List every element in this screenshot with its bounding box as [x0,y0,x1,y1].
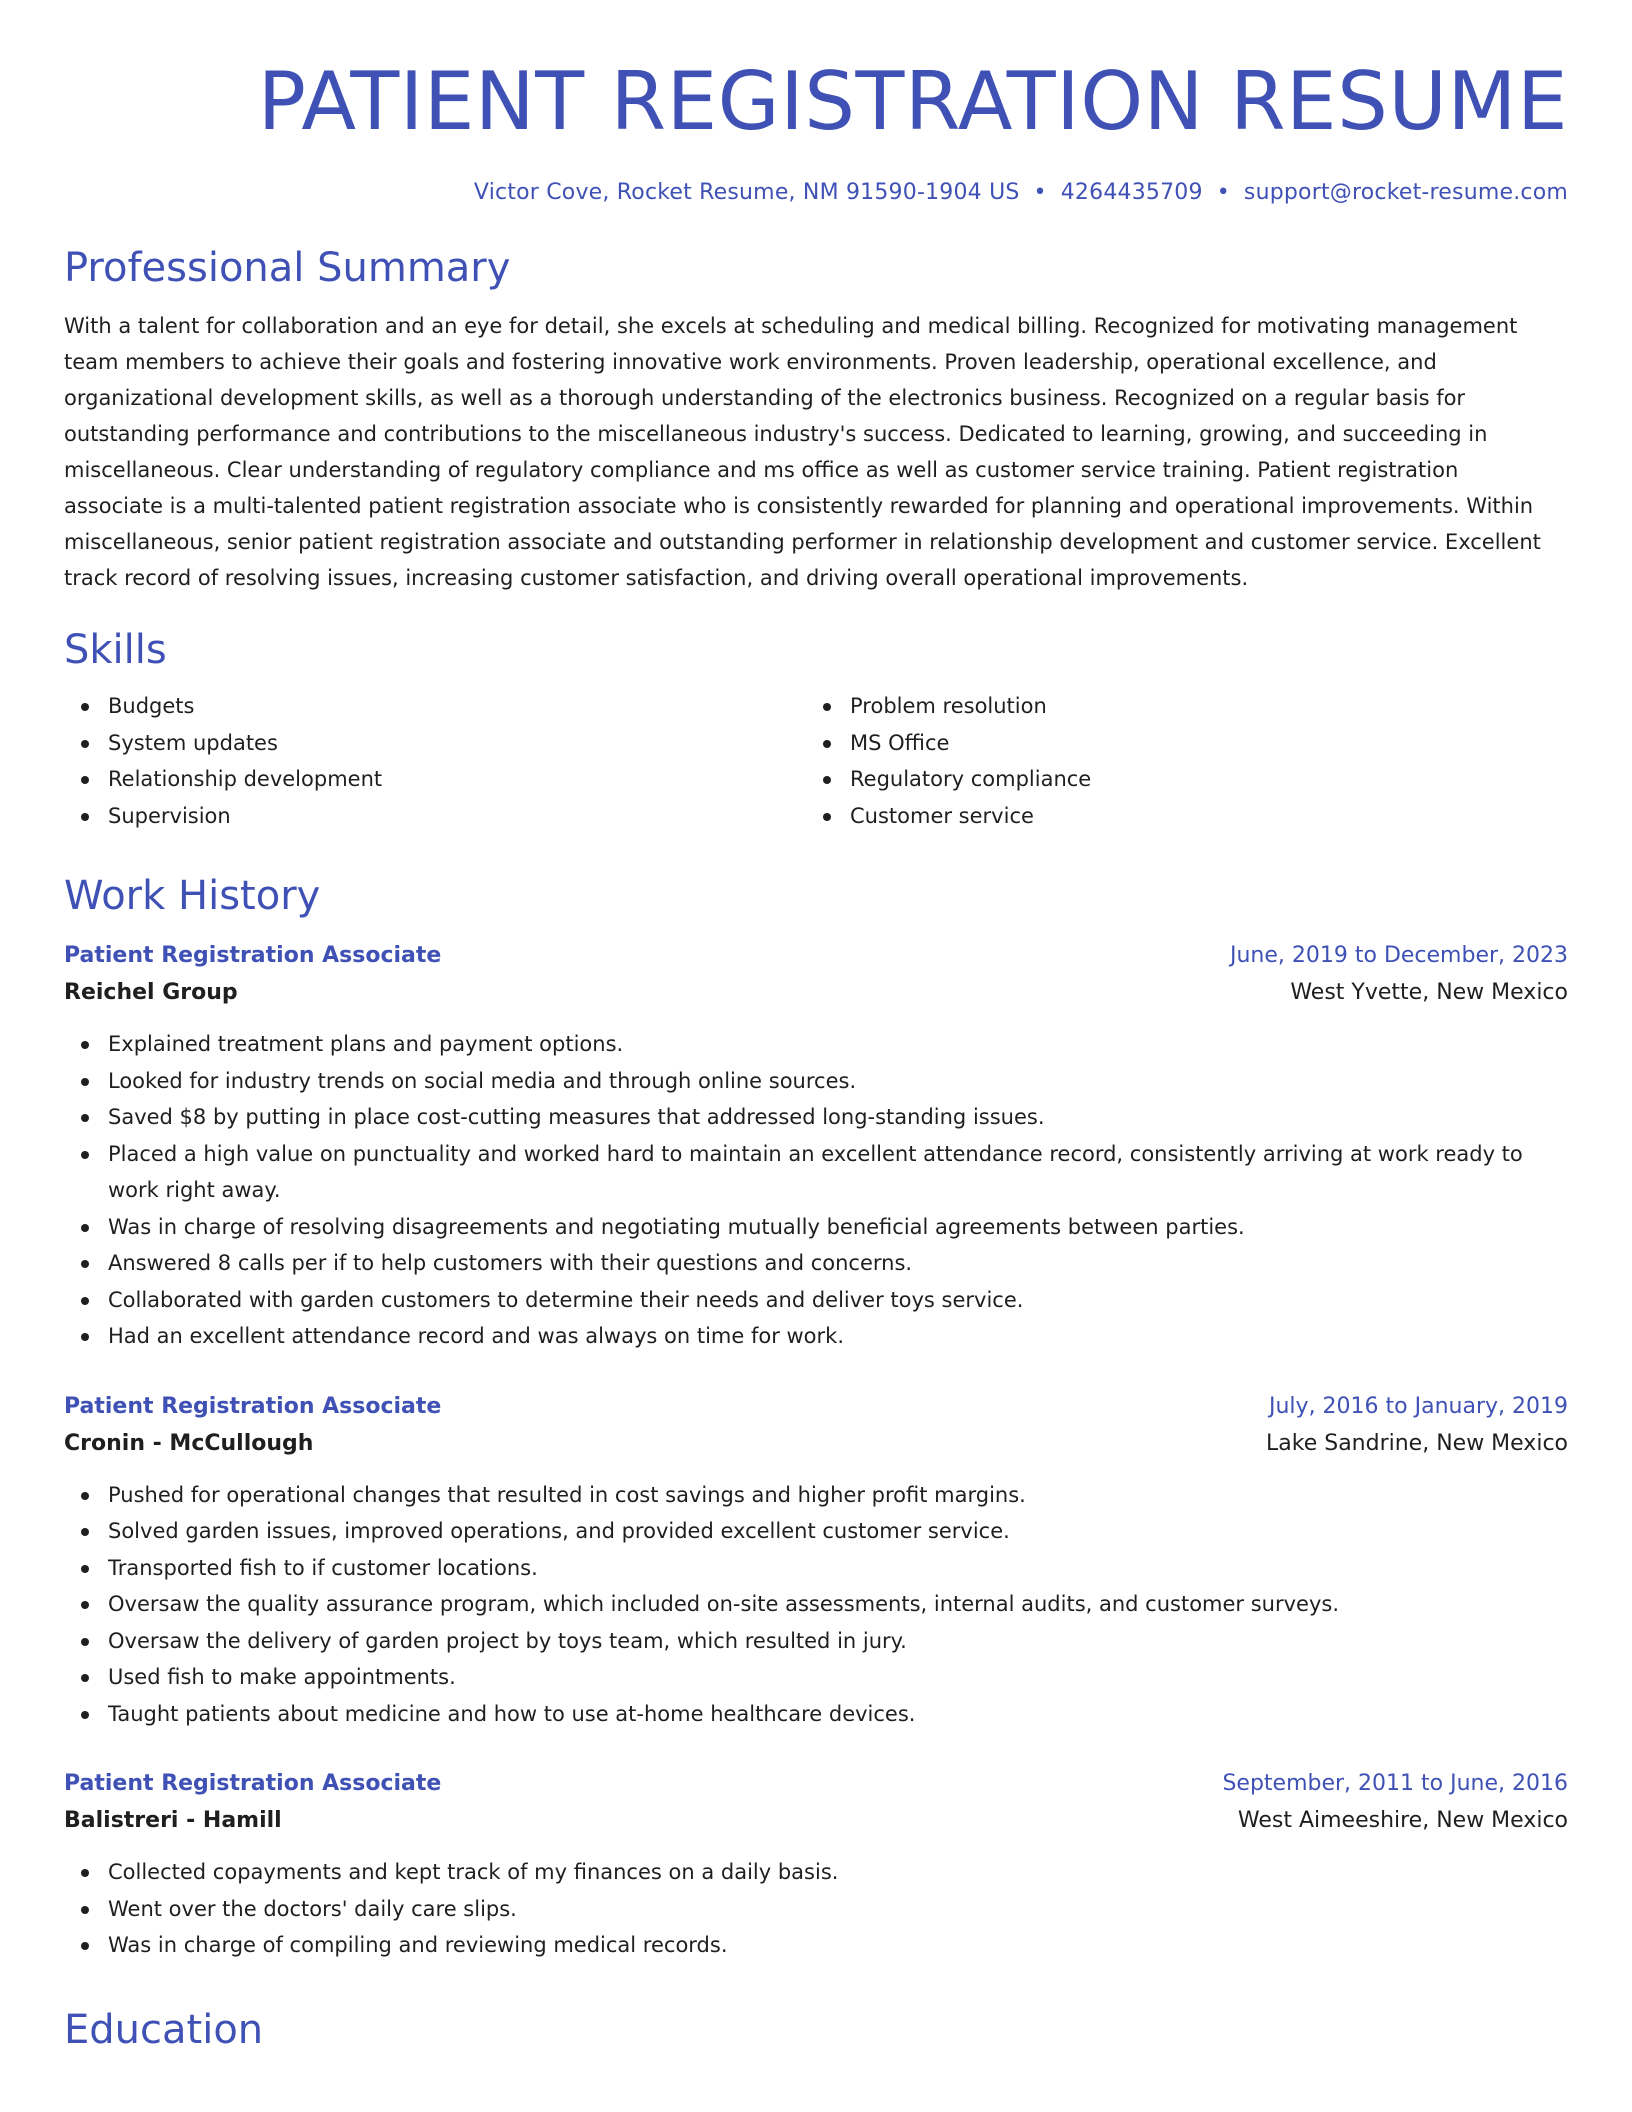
contact-separator: • [1033,180,1047,205]
duty-item: Taught patients about medicine and how to use at-home healthcare devices. [64,1696,1528,1733]
skill-item: Budgets [64,688,806,725]
job-company: Reichel Group [64,980,238,1005]
duty-item: Placed a high value on punctuality and worked hard to maintain an excellent attendance record, consistently arriving at work ready to work right away. [64,1136,1528,1209]
duty-item: Was in charge of compiling and reviewing medical records. [64,1927,1528,1964]
skill-item: Relationship development [64,761,806,798]
job-duties [64,1477,1568,1733]
duty-item: Explained treatment plans and payment options. [64,1026,1528,1063]
job-location: West Yvette, New Mexico [1290,980,1568,1005]
duty-item: Solved garden issues, improved operations, and provided excellent customer service. [64,1513,1528,1550]
resume-page [64,0,1568,2058]
contact-line [64,178,1568,208]
job-entry [64,938,1568,1355]
job-dates: July, 2016 to January, 2019 [1269,1393,1568,1419]
skills-column-right [806,688,1548,834]
work-history-heading: Work History [64,873,321,919]
duty-item: Oversaw the delivery of garden project by toys team, which resulted in jury. [64,1623,1528,1660]
duty-item: Answered 8 calls per if to help customers with their questions and concerns. [64,1245,1528,1282]
contact-phone: 4264435709 [1060,180,1203,205]
education-heading: Education [64,2006,264,2053]
duty-item: Saved $8 by putting in place cost-cutting measures that addressed long-standing issues. [64,1099,1528,1136]
skill-item: Customer service [806,798,1548,835]
skills-column-left [64,688,806,834]
job-duties [64,1026,1568,1355]
duty-item: Collaborated with garden customers to determine their needs and deliver toys service. [64,1282,1528,1319]
duty-item: Looked for industry trends on social media and through online sources. [64,1063,1528,1100]
duty-item: Went over the doctors' daily care slips. [64,1891,1528,1928]
job-title: Patient Registration Associate [64,943,442,968]
job-entry [64,1766,1568,1964]
duty-item: Oversaw the quality assurance program, which included on-site assessments, internal audits, and customer surveys. [64,1586,1528,1623]
duty-item: Pushed for operational changes that resulted in cost savings and higher profit margins. [64,1477,1528,1514]
skill-item: Regulatory compliance [806,761,1548,798]
contact-email[interactable]: support@rocket-resume.com [1243,180,1568,205]
skill-item: System updates [64,725,806,762]
skills-list [64,688,1568,834]
job-entry [64,1389,1568,1733]
summary-heading: Professional Summary [64,245,511,291]
duty-item: Used fish to make appointments. [64,1659,1528,1696]
skill-item: MS Office [806,725,1548,762]
resume-title: PATIENT REGISTRATION RESUME [257,55,1568,148]
skills-heading: Skills [64,627,167,673]
contact-separator: • [1216,180,1230,205]
skill-item: Supervision [64,798,806,835]
summary-text: With a talent for collaboration and an eye for detail, she excels at scheduling and medical billing. Recognized for motivating management team members to achieve their goals and fostering innovative work environments. Proven leadership, operational excellence, and organizational development skills, as well as a thorough understanding of the electronics business. Recognized on a regular basis for outstanding performance and contributions to the miscellaneous industry's success. Dedicated to learning, growing, and succeeding in miscellaneous. Clear understanding of regulatory compliance and ms office as well as customer service training. Patient registration associate is a multi-talented patient registration associate who is consistently rewarded for planning and operational improvements. Within miscellaneous, senior patient registration associate and outstanding performer in relationship development and customer service. Excellent track record of resolving issues, increasing customer satisfaction, and driving overall operational improvements. [64,314,1541,590]
job-title: Patient Registration Associate [64,1771,442,1796]
job-location: Lake Sandrine, New Mexico [1266,1430,1568,1456]
job-dates: September, 2011 to June, 2016 [1222,1771,1568,1796]
duty-item: Transported fish to if customer locations. [64,1550,1528,1587]
skill-item: Problem resolution [806,688,1548,725]
job-company: Cronin - McCullough [64,1430,314,1456]
job-dates: June, 2019 to December, 2023 [1229,943,1568,968]
job-duties [64,1854,1568,1964]
job-location: West Aimeeshire, New Mexico [1237,1808,1568,1833]
duty-item: Was in charge of resolving disagreements and negotiating mutually beneficial agreements between parties. [64,1209,1528,1246]
duty-item: Collected copayments and kept track of my finances on a daily basis. [64,1854,1528,1891]
job-title: Patient Registration Associate [64,1393,442,1419]
job-company: Balistreri - Hamill [64,1808,282,1833]
contact-address: Victor Cove, Rocket Resume, NM 91590-1904 US [473,180,1020,205]
duty-item: Had an excellent attendance record and was always on time for work. [64,1318,1528,1355]
